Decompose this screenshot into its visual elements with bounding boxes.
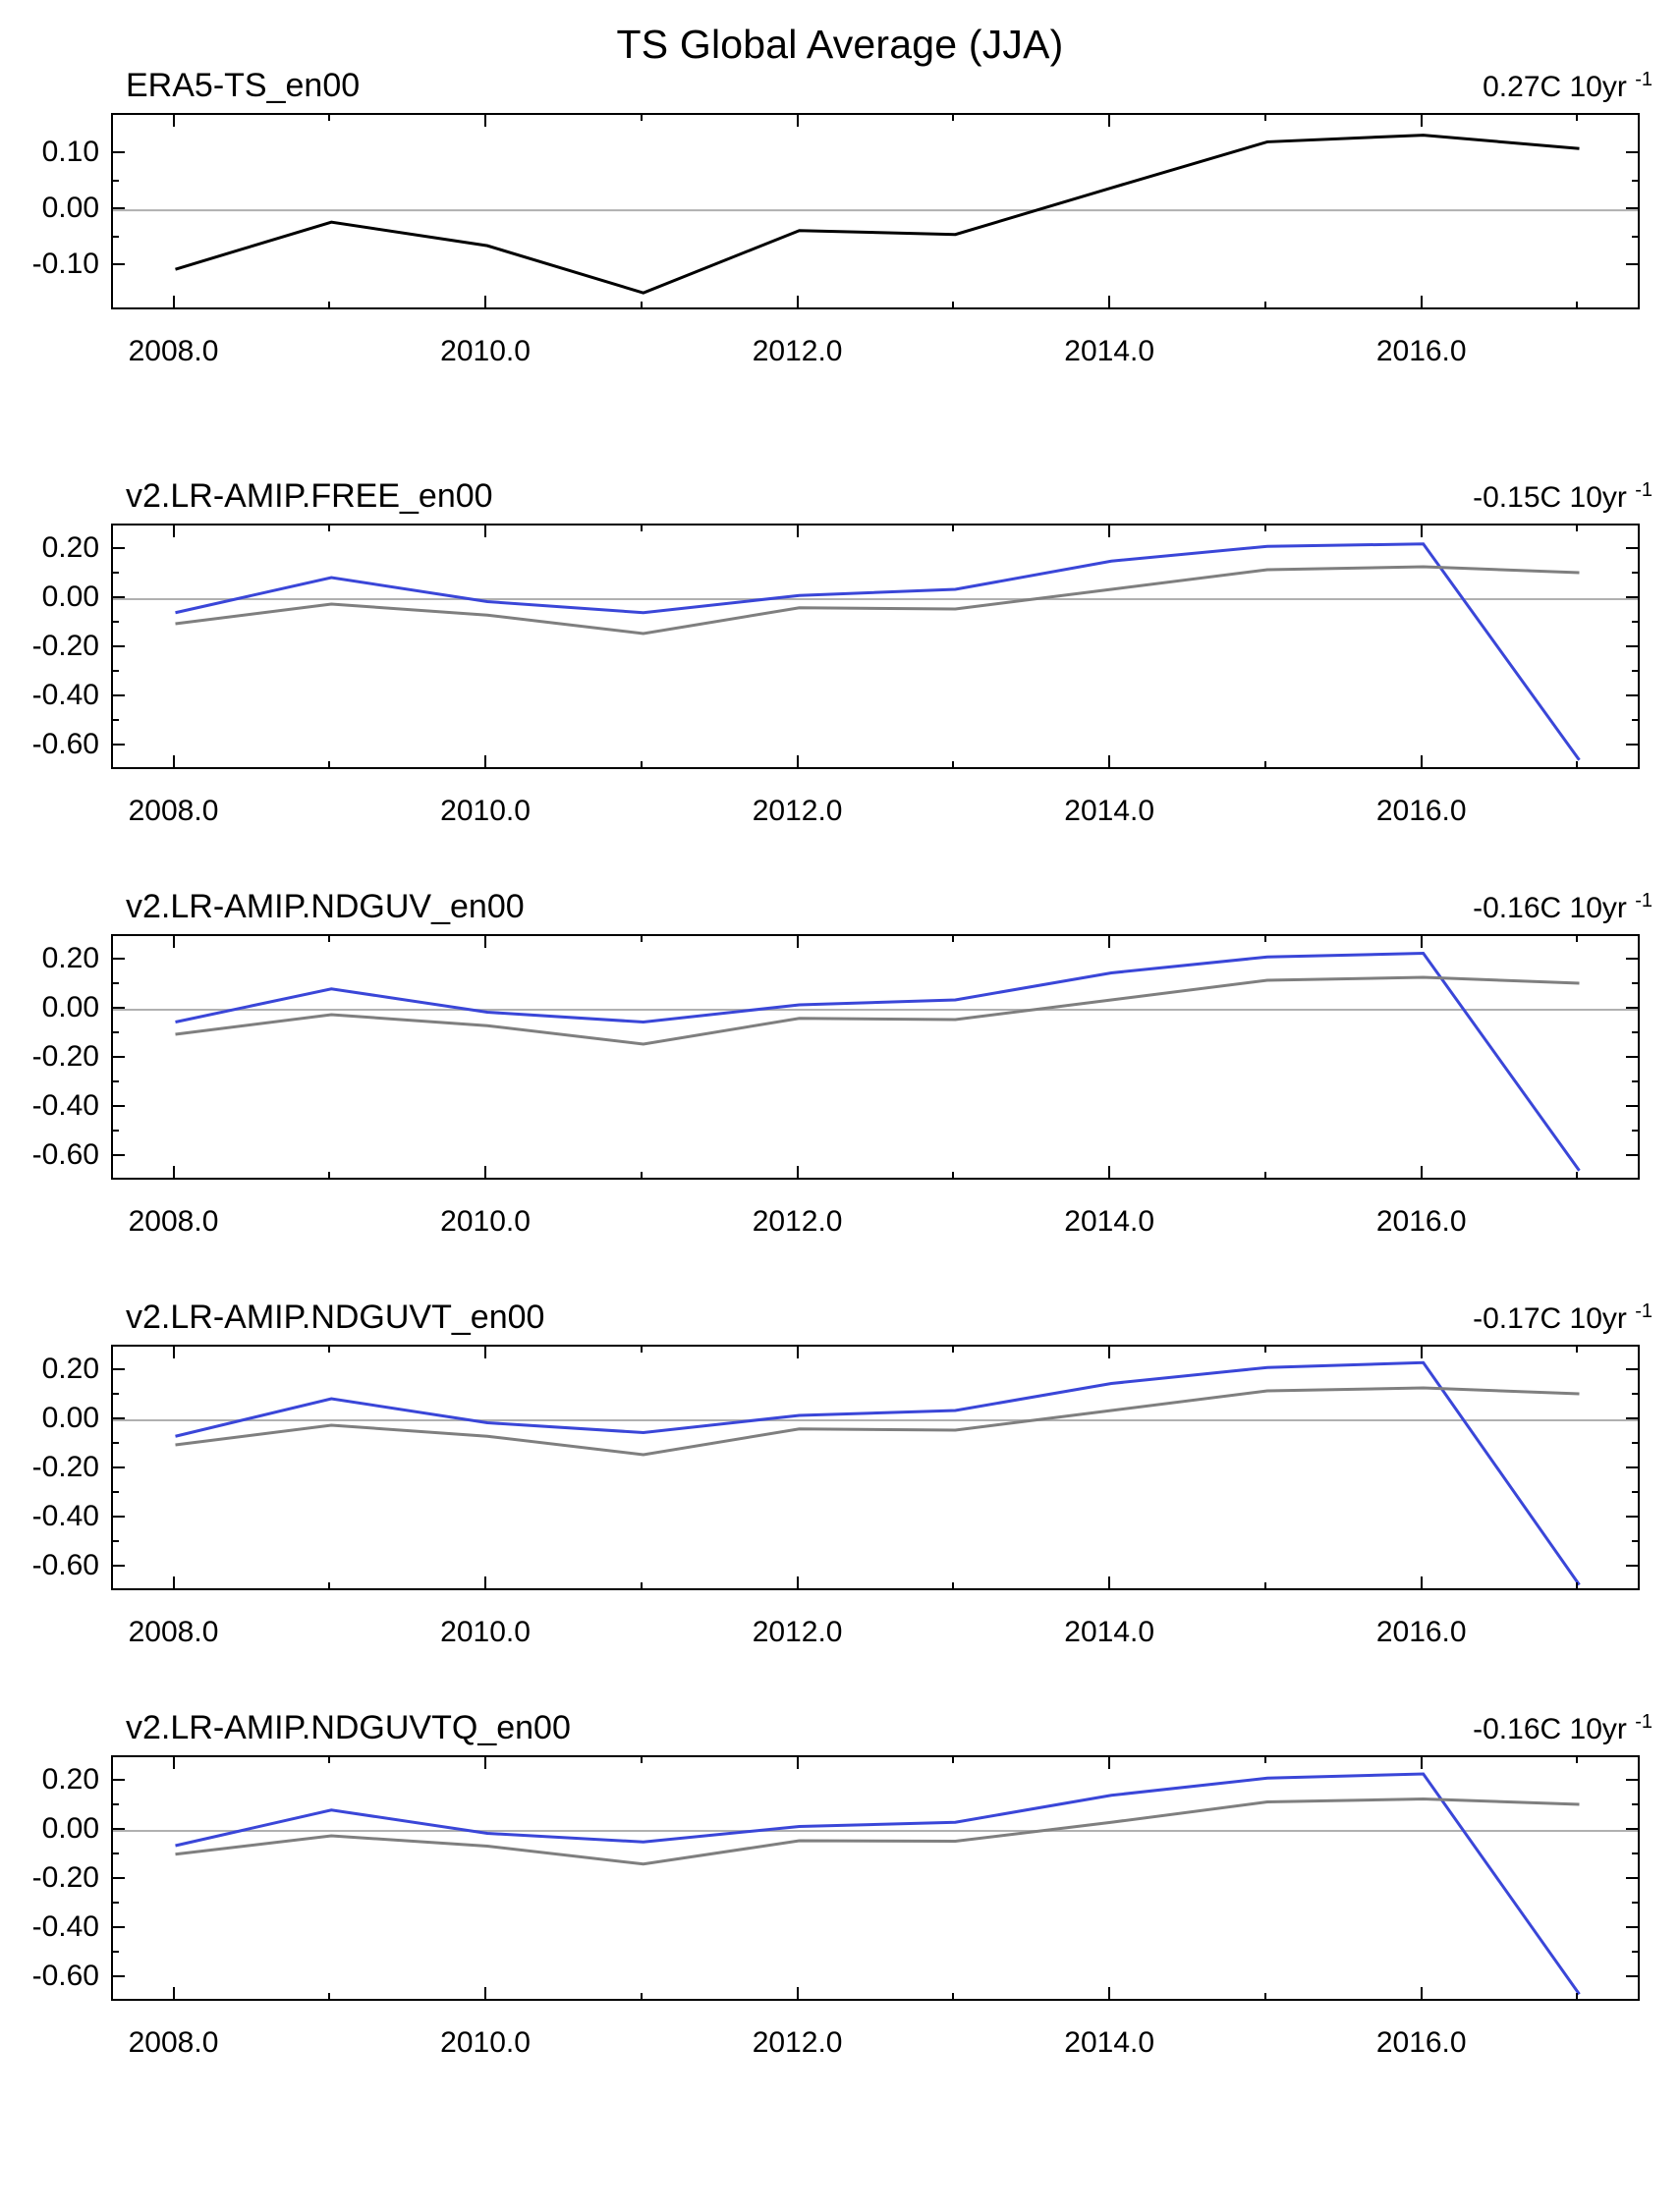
- y-tick-label: -0.60: [31, 1549, 99, 1581]
- y-minor-tick: [1632, 1080, 1640, 1082]
- y-minor-tick: [111, 1031, 119, 1033]
- y-minor-tick: [1632, 1442, 1640, 1444]
- y-tick: [1626, 1417, 1640, 1419]
- x-minor-tick: [1576, 1582, 1578, 1590]
- x-tick-label: 2014.0: [1064, 335, 1155, 367]
- x-tick-label: 2014.0: [1064, 2026, 1155, 2059]
- y-tick-label: -0.10: [31, 248, 99, 281]
- y-tick: [111, 207, 125, 209]
- x-tick: [484, 1755, 486, 1769]
- y-minor-tick: [1632, 180, 1640, 182]
- x-minor-tick: [952, 302, 954, 309]
- y-tick: [111, 151, 125, 153]
- x-minor-tick: [1576, 1755, 1578, 1763]
- x-tick-label: 2010.0: [440, 795, 531, 827]
- plot-area: [111, 1345, 1640, 1590]
- panel-trend-value: -0.15C 10yr $^{-1}$: [1473, 479, 1652, 514]
- x-minor-tick: [952, 524, 954, 531]
- panel-trend-value: 0.27C 10yr $^{-1}$: [1483, 69, 1652, 103]
- x-tick-label: 2008.0: [128, 1205, 219, 1238]
- x-minor-tick: [952, 1755, 954, 1763]
- x-minor-tick: [641, 1582, 643, 1590]
- y-minor-tick: [111, 1853, 119, 1854]
- y-tick: [111, 1368, 125, 1370]
- y-minor-tick: [111, 621, 119, 623]
- x-tick: [173, 1345, 175, 1358]
- x-tick: [484, 1576, 486, 1590]
- panel-header: [0, 477, 1680, 523]
- y-tick: [1626, 1975, 1640, 1977]
- y-minor-tick: [111, 982, 119, 984]
- y-tick: [111, 1828, 125, 1830]
- y-tick: [1626, 694, 1640, 696]
- x-tick-label: 2010.0: [440, 1205, 531, 1238]
- panel-3: [0, 1299, 1680, 1344]
- y-minor-tick: [1632, 621, 1640, 623]
- plot-svg: [113, 1757, 1640, 2001]
- x-tick: [797, 934, 799, 948]
- x-minor-tick: [641, 1755, 643, 1763]
- y-tick: [111, 1056, 125, 1058]
- x-tick: [484, 934, 486, 948]
- y-minor-tick: [1632, 1853, 1640, 1854]
- x-tick-label: 2012.0: [752, 1205, 843, 1238]
- y-minor-tick: [1632, 1491, 1640, 1493]
- y-tick-label: 0.00: [41, 991, 99, 1023]
- y-tick: [1626, 744, 1640, 746]
- x-tick: [1108, 113, 1110, 127]
- y-tick-label: -0.40: [31, 1910, 99, 1943]
- y-minor-tick: [1632, 719, 1640, 721]
- x-tick: [173, 296, 175, 309]
- x-minor-tick: [952, 1345, 954, 1353]
- x-minor-tick: [952, 934, 954, 942]
- panel-4: [0, 1709, 1680, 1754]
- x-minor-tick: [952, 1172, 954, 1180]
- y-minor-tick: [111, 1902, 119, 1904]
- plot-wrapper: [0, 113, 1680, 378]
- x-tick: [1421, 296, 1423, 309]
- x-tick: [173, 1576, 175, 1590]
- y-tick: [111, 1877, 125, 1879]
- y-tick-label: 0.00: [41, 581, 99, 613]
- x-tick: [1421, 1345, 1423, 1358]
- x-minor-tick: [1264, 524, 1266, 531]
- x-tick: [484, 113, 486, 127]
- x-minor-tick: [328, 113, 330, 121]
- y-minor-tick: [111, 719, 119, 721]
- y-minor-tick: [111, 1491, 119, 1493]
- plot-svg: [113, 936, 1640, 1180]
- x-minor-tick: [641, 934, 643, 942]
- x-minor-tick: [952, 113, 954, 121]
- x-tick: [173, 1755, 175, 1769]
- y-tick-label: 0.20: [41, 942, 99, 974]
- panel-title: ERA5-TS_en00: [126, 67, 361, 104]
- x-tick: [1108, 524, 1110, 537]
- x-tick: [1108, 1987, 1110, 2001]
- panel-header: [0, 67, 1680, 112]
- x-minor-tick: [952, 1993, 954, 2001]
- x-minor-tick: [641, 302, 643, 309]
- y-tick-label: -0.60: [31, 728, 99, 760]
- y-minor-tick: [1632, 1130, 1640, 1132]
- y-tick-label: -0.60: [31, 1138, 99, 1171]
- x-tick-label: 2010.0: [440, 335, 531, 367]
- x-minor-tick: [1264, 934, 1266, 942]
- x-tick-label: 2016.0: [1375, 795, 1467, 827]
- y-tick: [1626, 1056, 1640, 1058]
- x-tick-label: 2016.0: [1375, 1616, 1467, 1648]
- y-minor-tick: [111, 670, 119, 672]
- x-tick: [484, 1987, 486, 2001]
- y-minor-tick: [111, 180, 119, 182]
- x-tick: [1421, 1166, 1423, 1180]
- x-tick-label: 2008.0: [128, 1616, 219, 1648]
- x-tick-label: 2012.0: [752, 1616, 843, 1648]
- y-tick: [111, 1516, 125, 1518]
- x-minor-tick: [328, 1172, 330, 1180]
- panel-header: [0, 1299, 1680, 1344]
- y-tick-label: -0.20: [31, 1861, 99, 1894]
- y-tick: [111, 1105, 125, 1107]
- x-tick-label: 2010.0: [440, 2026, 531, 2059]
- x-minor-tick: [1576, 1345, 1578, 1353]
- y-tick-label: -0.40: [31, 1089, 99, 1122]
- x-tick: [1421, 113, 1423, 127]
- panel-title: v2.LR-AMIP.FREE_en00: [126, 477, 493, 515]
- y-minor-tick: [1632, 982, 1640, 984]
- y-tick: [111, 596, 125, 598]
- y-tick-label: -0.60: [31, 1960, 99, 1992]
- x-tick: [173, 1987, 175, 2001]
- x-tick: [1108, 755, 1110, 769]
- y-minor-tick: [1632, 670, 1640, 672]
- panel-0: [0, 67, 1680, 112]
- x-tick-label: 2012.0: [752, 795, 843, 827]
- y-tick: [111, 263, 125, 265]
- y-minor-tick: [1632, 572, 1640, 574]
- x-minor-tick: [952, 1582, 954, 1590]
- x-tick: [1421, 524, 1423, 537]
- y-tick-label: 0.20: [41, 531, 99, 564]
- x-tick: [797, 1576, 799, 1590]
- x-tick-label: 2016.0: [1375, 2026, 1467, 2059]
- x-tick: [797, 1987, 799, 2001]
- x-minor-tick: [328, 1993, 330, 2001]
- y-minor-tick: [1632, 1540, 1640, 1542]
- series-line: [176, 954, 1580, 1171]
- y-tick: [1626, 151, 1640, 153]
- panel-header: [0, 888, 1680, 933]
- x-minor-tick: [1576, 302, 1578, 309]
- y-tick: [111, 1466, 125, 1468]
- series-line: [176, 136, 1580, 294]
- panel-1: [0, 477, 1680, 523]
- y-minor-tick: [1632, 236, 1640, 238]
- x-minor-tick: [1264, 1755, 1266, 1763]
- plot-area: [111, 1755, 1640, 2001]
- y-minor-tick: [111, 236, 119, 238]
- x-tick: [173, 934, 175, 948]
- y-tick: [1626, 645, 1640, 647]
- y-tick: [1626, 1926, 1640, 1928]
- panel-trend-value: -0.16C 10yr $^{-1}$: [1473, 890, 1652, 924]
- x-tick-label: 2008.0: [128, 335, 219, 367]
- y-tick: [1626, 1779, 1640, 1781]
- x-minor-tick: [1264, 1993, 1266, 2001]
- y-tick: [1626, 1007, 1640, 1009]
- x-tick: [1421, 1987, 1423, 2001]
- y-minor-tick: [1632, 1902, 1640, 1904]
- y-tick: [1626, 1466, 1640, 1468]
- y-tick: [111, 1417, 125, 1419]
- x-tick: [797, 755, 799, 769]
- x-minor-tick: [1576, 934, 1578, 942]
- y-tick-label: -0.40: [31, 679, 99, 711]
- x-tick: [484, 524, 486, 537]
- y-tick: [1626, 207, 1640, 209]
- plot-area: [111, 934, 1640, 1180]
- series-line: [176, 1774, 1580, 1994]
- y-minor-tick: [1632, 1393, 1640, 1395]
- y-tick-label: -0.20: [31, 1451, 99, 1483]
- x-tick-label: 2008.0: [128, 2026, 219, 2059]
- x-tick: [1421, 1755, 1423, 1769]
- panel-title: v2.LR-AMIP.NDGUVTQ_en00: [126, 1709, 571, 1746]
- x-minor-tick: [328, 1345, 330, 1353]
- x-tick: [484, 755, 486, 769]
- x-minor-tick: [328, 302, 330, 309]
- x-tick: [1421, 1576, 1423, 1590]
- y-tick: [1626, 1877, 1640, 1879]
- y-minor-tick: [111, 1130, 119, 1132]
- x-tick-label: 2014.0: [1064, 795, 1155, 827]
- x-minor-tick: [1576, 1993, 1578, 2001]
- x-tick: [797, 524, 799, 537]
- x-minor-tick: [328, 934, 330, 942]
- x-tick: [1108, 934, 1110, 948]
- y-tick: [1626, 263, 1640, 265]
- y-tick: [111, 1154, 125, 1156]
- x-minor-tick: [641, 1172, 643, 1180]
- y-minor-tick: [1632, 1031, 1640, 1033]
- x-minor-tick: [641, 1345, 643, 1353]
- x-tick: [1108, 1576, 1110, 1590]
- x-minor-tick: [328, 1755, 330, 1763]
- y-tick: [111, 1926, 125, 1928]
- x-tick: [1108, 1755, 1110, 1769]
- x-minor-tick: [1576, 524, 1578, 531]
- x-tick-label: 2008.0: [128, 795, 219, 827]
- y-minor-tick: [111, 1951, 119, 1953]
- y-tick: [111, 645, 125, 647]
- x-minor-tick: [1264, 302, 1266, 309]
- y-tick: [1626, 958, 1640, 960]
- x-minor-tick: [1264, 1582, 1266, 1590]
- y-tick: [111, 547, 125, 549]
- y-tick: [1626, 596, 1640, 598]
- y-tick: [1626, 547, 1640, 549]
- y-tick: [111, 744, 125, 746]
- x-tick: [173, 524, 175, 537]
- series-line: [176, 544, 1580, 760]
- y-tick: [111, 1975, 125, 1977]
- y-tick-label: -0.20: [31, 1040, 99, 1073]
- y-minor-tick: [111, 1393, 119, 1395]
- y-minor-tick: [111, 1540, 119, 1542]
- y-tick-label: 0.00: [41, 192, 99, 225]
- x-tick-label: 2014.0: [1064, 1205, 1155, 1238]
- x-minor-tick: [1264, 113, 1266, 121]
- y-tick-label: 0.10: [41, 136, 99, 168]
- x-tick-label: 2016.0: [1375, 335, 1467, 367]
- plot-svg: [113, 115, 1640, 309]
- y-tick: [111, 958, 125, 960]
- x-tick: [1421, 934, 1423, 948]
- x-minor-tick: [1576, 113, 1578, 121]
- x-minor-tick: [1264, 1172, 1266, 1180]
- panel-header: [0, 1709, 1680, 1754]
- x-tick: [797, 1345, 799, 1358]
- plot-area: [111, 113, 1640, 309]
- y-tick: [1626, 1516, 1640, 1518]
- plot-wrapper: [0, 1755, 1680, 2070]
- y-tick: [1626, 1154, 1640, 1156]
- panel-trend-value: -0.16C 10yr $^{-1}$: [1473, 1711, 1652, 1745]
- panel-trend-value: -0.17C 10yr $^{-1}$: [1473, 1300, 1652, 1335]
- y-minor-tick: [111, 1442, 119, 1444]
- x-tick: [484, 1345, 486, 1358]
- plot-wrapper: [0, 1345, 1680, 1659]
- x-tick: [1108, 1345, 1110, 1358]
- y-tick-label: 0.20: [41, 1763, 99, 1796]
- x-tick: [173, 113, 175, 127]
- y-tick-label: 0.00: [41, 1812, 99, 1845]
- x-tick-label: 2010.0: [440, 1616, 531, 1648]
- x-tick-label: 2012.0: [752, 335, 843, 367]
- x-tick: [484, 1166, 486, 1180]
- plot-wrapper: [0, 524, 1680, 838]
- x-tick: [797, 1755, 799, 1769]
- y-tick: [1626, 1565, 1640, 1567]
- y-tick: [111, 1007, 125, 1009]
- plot-wrapper: [0, 934, 1680, 1248]
- x-minor-tick: [1576, 761, 1578, 769]
- y-tick-label: 0.20: [41, 1353, 99, 1385]
- x-minor-tick: [1264, 1345, 1266, 1353]
- x-tick: [1108, 1166, 1110, 1180]
- x-minor-tick: [1264, 761, 1266, 769]
- y-minor-tick: [1632, 1951, 1640, 1953]
- page-title: TS Global Average (JJA): [616, 22, 1064, 67]
- x-minor-tick: [641, 761, 643, 769]
- x-minor-tick: [641, 113, 643, 121]
- x-minor-tick: [641, 1993, 643, 2001]
- x-tick: [797, 296, 799, 309]
- y-minor-tick: [1632, 1803, 1640, 1805]
- y-tick: [111, 694, 125, 696]
- y-tick: [111, 1779, 125, 1781]
- y-tick: [1626, 1828, 1640, 1830]
- y-tick: [1626, 1105, 1640, 1107]
- x-minor-tick: [328, 524, 330, 531]
- x-minor-tick: [1576, 1172, 1578, 1180]
- x-tick: [173, 1166, 175, 1180]
- x-tick: [1421, 755, 1423, 769]
- panel-title: v2.LR-AMIP.NDGUVT_en00: [126, 1299, 545, 1336]
- y-minor-tick: [111, 572, 119, 574]
- x-tick-label: 2016.0: [1375, 1205, 1467, 1238]
- x-tick: [1108, 296, 1110, 309]
- x-tick: [484, 296, 486, 309]
- x-minor-tick: [328, 761, 330, 769]
- panel-2: [0, 888, 1680, 933]
- x-tick-label: 2012.0: [752, 2026, 843, 2059]
- y-tick-label: -0.20: [31, 630, 99, 662]
- x-minor-tick: [952, 761, 954, 769]
- panel-title: v2.LR-AMIP.NDGUV_en00: [126, 888, 525, 925]
- y-tick-label: 0.00: [41, 1402, 99, 1434]
- y-tick-label: -0.40: [31, 1500, 99, 1532]
- x-tick: [797, 1166, 799, 1180]
- x-tick: [173, 755, 175, 769]
- x-tick-label: 2014.0: [1064, 1616, 1155, 1648]
- y-minor-tick: [111, 1080, 119, 1082]
- y-tick: [111, 1565, 125, 1567]
- x-minor-tick: [328, 1582, 330, 1590]
- y-minor-tick: [111, 1803, 119, 1805]
- series-line: [176, 1362, 1580, 1584]
- y-tick: [1626, 1368, 1640, 1370]
- plot-area: [111, 524, 1640, 769]
- plot-svg: [113, 1347, 1640, 1590]
- x-tick: [797, 113, 799, 127]
- x-minor-tick: [641, 524, 643, 531]
- plot-svg: [113, 525, 1640, 769]
